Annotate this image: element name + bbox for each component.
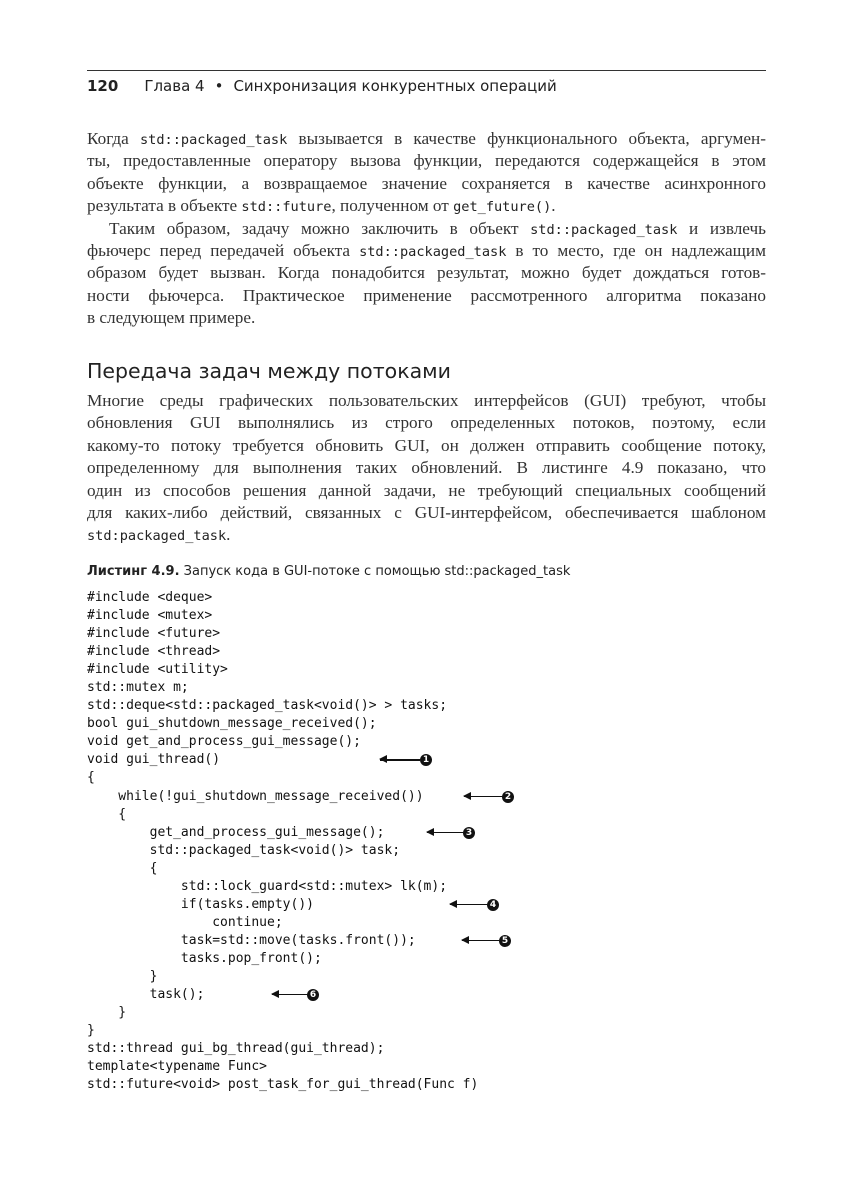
- text-run: объекте функции, а возвращаемое значение сохраняется в качестве асинхронного: [87, 173, 766, 193]
- text-line: [87, 307, 766, 329]
- code-text: std::lock_guard<std::mutex> lk(m);: [87, 878, 448, 894]
- callout-number: 6: [307, 989, 319, 1001]
- code-line: [87, 950, 478, 968]
- text-run: .: [551, 196, 556, 216]
- text-run: .: [226, 525, 231, 545]
- text-line: [87, 435, 766, 457]
- text-line: [87, 173, 766, 195]
- page-number: 120: [87, 77, 119, 95]
- code-text: task();: [87, 987, 205, 1003]
- code-line: [87, 986, 478, 1004]
- code-text: #include <deque>: [87, 590, 213, 605]
- text-run: ности фьючерса. Практическое применение рассмотренного алгоритма показано: [87, 285, 766, 305]
- code-line: [87, 661, 478, 679]
- code-line: [87, 751, 478, 769]
- text-line: [87, 390, 766, 412]
- text-run: и извлечь: [677, 218, 766, 238]
- text-run: вызывается в качестве функционального объекта, аргумен-: [287, 129, 766, 148]
- code-text: std::thread gui_bg_thread(gui_thread);: [87, 1041, 385, 1057]
- code-line: [87, 1076, 478, 1094]
- text-line: [87, 195, 766, 217]
- code-line: [87, 1040, 478, 1058]
- code-line: [87, 860, 478, 878]
- code-text: bool gui_shutdown_message_received();: [87, 716, 377, 732]
- code-line: [87, 697, 478, 715]
- header-rule: [87, 70, 766, 71]
- separator: •: [214, 77, 224, 95]
- code-line: [87, 788, 512, 806]
- code-line: [87, 878, 478, 896]
- code-text: std::deque<std::packaged_task<void()> > tasks;: [87, 698, 448, 714]
- text-run: для каких-либо действий, связанных с GUI-интерфейсом, обеспечивается шаблоном: [87, 502, 766, 522]
- code-text: if(tasks.empty()): [87, 896, 314, 912]
- inline-code: std::future: [241, 199, 332, 216]
- callout-arrow-icon: [272, 994, 307, 995]
- chapter-title: Синхронизация конкурентных операций: [233, 77, 557, 95]
- callout-number: 3: [463, 827, 475, 839]
- code-text: tasks.pop_front();: [87, 950, 322, 966]
- inline-code: std::packaged_task: [139, 132, 288, 148]
- code-text: }: [87, 1023, 95, 1039]
- code-text: std::future<void> post_task_for_gui_thread(Func f): [87, 1077, 479, 1093]
- code-line: [87, 679, 478, 697]
- text-run: образом будет вызван. Когда понадобится результат, можно будет дождаться готов-: [87, 263, 766, 283]
- code-line: [87, 1022, 478, 1040]
- text-run: фьючерс перед передачей объекта: [87, 240, 360, 260]
- code-text: {: [87, 770, 95, 786]
- text-run: Таким образом, задачу можно заключить в объект: [109, 218, 531, 238]
- callout-number: 1: [420, 754, 432, 766]
- code-line: [87, 968, 478, 986]
- code-text: template<typename Func>: [87, 1059, 268, 1075]
- text-run: определенному для выполнения таких обновлений. В листинге 4.9 показано, что: [87, 458, 766, 478]
- inline-code: std:packaged_task: [87, 528, 227, 545]
- code-line: [87, 769, 478, 787]
- text-run: ты, предоставленные оператору вызова функции, передаются содержащейся в этом: [87, 151, 766, 171]
- inline-code: std::packaged_task: [530, 221, 678, 238]
- text-run: какому-то потоку требуется обновить GUI, он должен отправить сообщение потоку,: [87, 435, 766, 455]
- inline-code: std::packaged_task: [359, 243, 507, 260]
- code-line: [87, 824, 478, 842]
- code-line: [87, 806, 478, 824]
- inline-code: get_future(): [453, 199, 552, 216]
- code-text: #include <thread>: [87, 644, 221, 660]
- code-text: get_and_process_gui_message();: [87, 824, 385, 840]
- callout-arrow-icon: [462, 940, 499, 941]
- text-run: Многие среды графических пользовательских интерфейсов (GUI) требуют, чтобы: [87, 391, 766, 410]
- code-text: {: [87, 860, 158, 876]
- code-line: [87, 589, 478, 607]
- code-text: std::mutex m;: [87, 680, 189, 696]
- running-header: [87, 77, 557, 95]
- code-text: void get_and_process_gui_message();: [87, 734, 361, 750]
- code-line: [87, 643, 478, 661]
- callout-arrow-icon: [464, 796, 502, 797]
- text-run: в следующем примере.: [87, 308, 256, 328]
- text-run: один из способов решения данной задачи, не требующий специальных сообщений: [87, 480, 766, 500]
- callout-arrow-icon: [450, 904, 487, 905]
- code-text: }: [87, 1005, 127, 1021]
- text-run: , полученном от: [331, 196, 454, 216]
- text-line: [87, 502, 766, 524]
- text-line: [87, 412, 766, 434]
- code-text: void gui_thread(): [87, 752, 221, 768]
- code-line: [87, 607, 478, 625]
- code-line: [87, 842, 478, 860]
- code-text: while(!gui_shutdown_message_received()): [87, 788, 424, 804]
- text-run: в то место, где он надлежащим: [506, 240, 766, 260]
- code-line: [87, 625, 478, 643]
- code-text: {: [87, 806, 127, 822]
- listing-caption-text: Запуск кода в GUI-потоке с помощью std::packaged_task: [183, 564, 571, 579]
- code-text: #include <future>: [87, 626, 221, 642]
- code-line: [87, 932, 509, 950]
- text-line: [87, 128, 766, 150]
- text-line: [87, 524, 766, 546]
- code-line: [87, 1058, 478, 1076]
- section-heading: Передача задач между потоками: [87, 359, 451, 383]
- text-line: [87, 150, 766, 172]
- callout-number: 2: [502, 791, 514, 803]
- text-line: [87, 218, 766, 240]
- text-run: Когда: [87, 129, 140, 148]
- code-text: std::packaged_task<void()> task;: [87, 842, 401, 858]
- code-text: #include <utility>: [87, 662, 228, 678]
- callout-arrow-icon: [427, 832, 463, 833]
- code-listing: [87, 589, 512, 1094]
- text-run: результата в объекте: [87, 196, 242, 216]
- code-line: [87, 896, 497, 914]
- text-line: [87, 240, 766, 262]
- listing-caption: [87, 564, 570, 579]
- chapter-label: Глава 4: [144, 77, 205, 95]
- callout-number: 5: [499, 935, 511, 947]
- callout-number: 4: [487, 899, 499, 911]
- section-paragraph: [87, 390, 766, 547]
- text-run: обновления GUI выполнялись из строго определенных потоков, поэтому, если: [87, 413, 766, 433]
- code-text: #include <mutex>: [87, 608, 213, 624]
- code-text: task=std::move(tasks.front());: [87, 932, 416, 948]
- code-line: [87, 733, 478, 751]
- intro-text: [87, 128, 766, 330]
- code-text: }: [87, 968, 158, 984]
- text-line: [87, 285, 766, 307]
- code-text: continue;: [87, 914, 283, 930]
- code-line: [87, 914, 478, 932]
- listing-label: Листинг 4.9.: [87, 564, 180, 579]
- text-line: [87, 262, 766, 284]
- text-line: [87, 457, 766, 479]
- callout-arrow-icon: [380, 759, 420, 760]
- code-line: [87, 1004, 478, 1022]
- code-line: [87, 715, 478, 733]
- text-line: [87, 480, 766, 502]
